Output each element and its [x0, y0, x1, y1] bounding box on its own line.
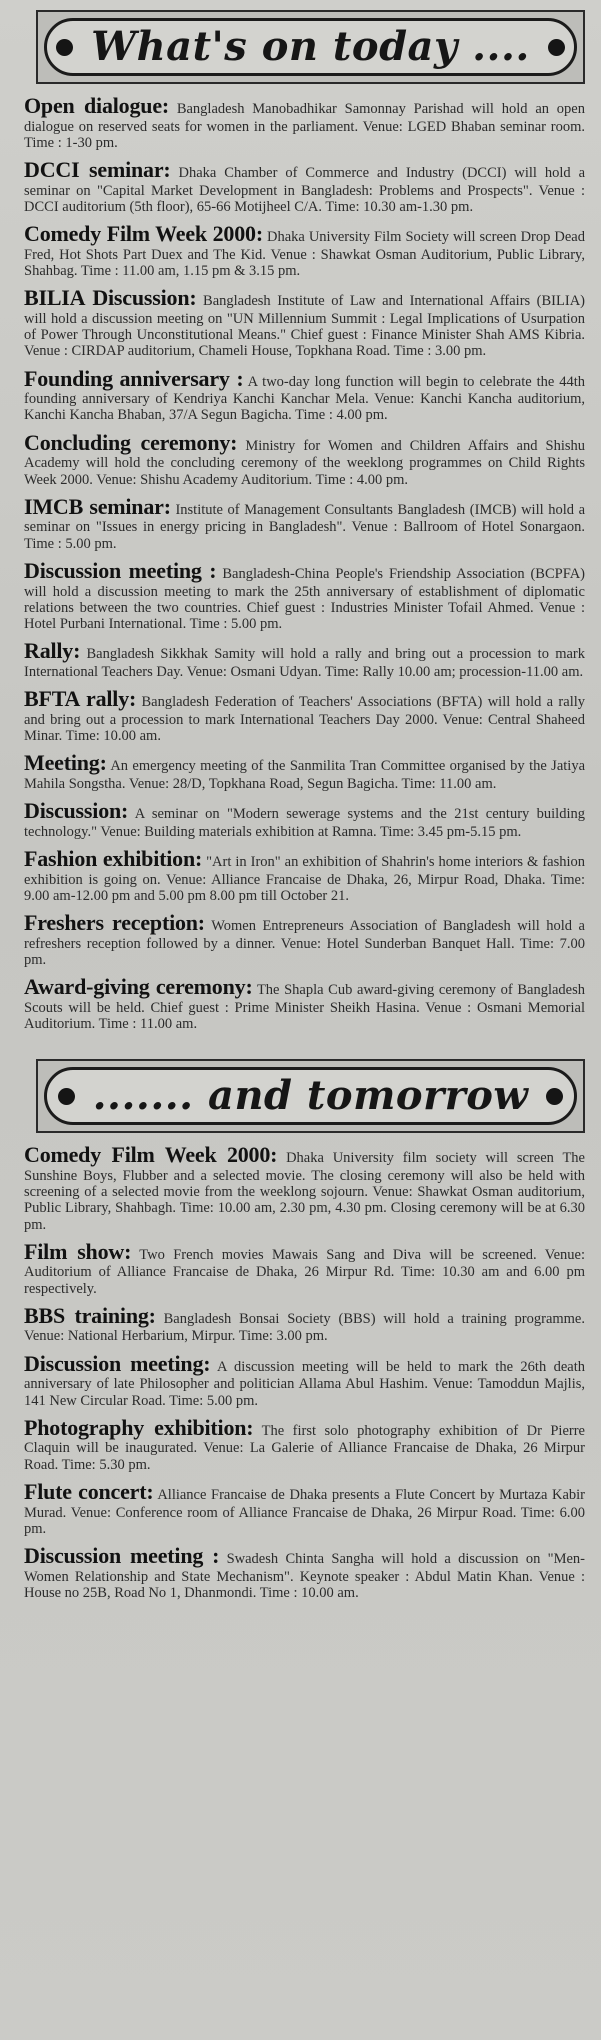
- listing-body: Bangladesh Manobadhikar Samonnay Parishad will hold an open dialogue on reserved seats for women in the parliament. Venue: LGED Bhaban seminar room. Time : 1-30 pm.: [24, 101, 585, 151]
- listing-heading: Rally:: [24, 638, 81, 664]
- listing-body: Bangladesh Federation of Teachers' Associations (BFTA) will hold a rally and bring out a procession to mark International Teachers Day 2000. Venue: Central Shaheed Minar. Time: 10.00 am.: [24, 694, 586, 744]
- listing-item: [24, 911, 585, 968]
- listing-item: [24, 975, 585, 1032]
- listing-heading: Meeting:: [24, 750, 107, 776]
- listing-item: [24, 431, 585, 488]
- bullet-right-icon: [548, 39, 565, 56]
- listing-body: A two-day long function will begin to celebrate the 44th founding anniversary of Kendriya Kanchi Kanchar Mela. Venue: Kanchi Kancha auditorium, Kanchi Kancha Bhaban, 37/A Segun Bagicha. Time : 4.00 pm.: [24, 373, 585, 424]
- listing-body: The Shapla Cub award-giving ceremony of Bangladesh Scouts will be held. Chief guest : Prime Minister Sheikh Hasina. Venue : Osmani Memorial Auditorium. Time : 11.00 am.: [24, 982, 585, 1032]
- listing-body: Dhaka Chamber of Commerce and Industry (DCCI) will hold a seminar on "Capital Market Development in Bangladesh: Problems and Prospects". Venue : DCCI auditorium (5th floor), 65-66 Motijheel C/A. Time: 10.30 am-1.30 pm.: [24, 165, 586, 215]
- listing-heading: Open dialogue:: [24, 93, 170, 118]
- listing-body: Swadesh Chinta Sangha will hold a discussion on "Men-Women Relationship and State Mechanism". Keynote speaker : Abdul Matin Khan. Venue : House no 25B, Road No 1, Dhanmondi. Time : 10.00 am.: [24, 1550, 585, 1601]
- listing-item: [24, 94, 585, 151]
- section-divider: [24, 1039, 585, 1059]
- listing-item: [24, 1480, 585, 1537]
- listing-item: [24, 1352, 585, 1409]
- listing-item: [24, 687, 585, 744]
- listing-body: Institute of Management Consultants Bangladesh (IMCB) will hold a seminar on "Issues in energy pricing in Bangladesh". Venue : Ballroom of Hotel Sonargaon. Time : 5.00 pm.: [24, 501, 586, 552]
- bullet-left-icon: [58, 1088, 75, 1105]
- listing-item: [24, 1304, 585, 1345]
- bullet-left-icon: [56, 39, 73, 56]
- listing-item: [24, 1416, 585, 1473]
- listing-body: A seminar on "Modern sewerage systems and the 21st century building technology." Venue: Building materials exhibition at Ramna. Time: 3.45 pm-5.15 pm.: [24, 806, 585, 840]
- tomorrow-banner-frame: [44, 1067, 577, 1125]
- listing-body: Two French movies Mawais Sang and Diva will be screened. Venue: Auditorium of Alliance Francaise de Dhaka, 26 Mirpur Rd. Time: 10.30 am and 6.00 pm respectively.: [24, 1246, 585, 1297]
- listing-body: "Art in Iron" an exhibition of Shahrin's home interiors & fashion exhibition is going on. Venue: Alliance Francaise de Dhaka, 26, Mirpur Road, Dhaka. Time: 9.00 am-12.00 pm and 5.00 pm 8.00 pm till October 21.: [24, 853, 586, 904]
- listing-item: [24, 847, 585, 904]
- listing-body: Dhaka University Film Society will screen Drop Dead Fred, Hot Shots Part Duex and The Kid. Venue : Shawkat Osman Auditorium, Public Library, Shahbag. Time : 11.00 am, 1.15 pm & 3.15 pm.: [24, 229, 585, 280]
- tomorrow-banner: [36, 1059, 585, 1133]
- listing-body: Bangladesh Bonsai Society (BBS) will hold a training programme. Venue: National Herbarium, Mirpur. Time: 3.00 pm.: [24, 1310, 585, 1345]
- listing-body: Women Entrepreneurs Association of Bangladesh will hold a refreshers reception followed by a dinner. Venue: Hotel Sunderban Banquet Hall. Time: 7.00 pm.: [24, 917, 585, 968]
- listing-item: [24, 559, 585, 632]
- listing-heading: Fashion exhibition:: [24, 845, 203, 871]
- listing-item: [24, 639, 585, 680]
- listing-heading: BILIA Discussion:: [24, 285, 197, 311]
- bullet-right-icon: [546, 1088, 563, 1105]
- listing-heading: BFTA rally:: [24, 686, 137, 712]
- listing-item: [24, 367, 585, 424]
- today-banner-frame: [44, 18, 577, 76]
- listing-heading: Discussion:: [24, 798, 129, 824]
- listing-heading: Discussion meeting:: [24, 1350, 211, 1376]
- listing-body: Alliance Francaise de Dhaka presents a Flute Concert by Murtaza Kabir Murad. Venue: Conference room of Alliance Francaise de Dhaka, 26 Mirpur Road. Time: 6.00 pm.: [24, 1486, 585, 1537]
- listing-heading: Photography exhibition:: [24, 1414, 254, 1440]
- listing-item: [24, 495, 585, 552]
- today-title: What's on today ....: [91, 23, 530, 70]
- tomorrow-listings: [24, 1143, 585, 1601]
- listing-item: [24, 286, 585, 359]
- listing-item: [24, 799, 585, 840]
- listing-heading: Discussion meeting :: [24, 1542, 220, 1568]
- listing-item: [24, 158, 585, 215]
- tomorrow-title: ....... and tomorrow: [92, 1072, 529, 1120]
- listing-body: Bangladesh Institute of Law and International Affairs (BILIA) will hold a discussion meeting on "UN Millennium Summit : Legal Implications of Usurpation of Power Through Unconstitutional Means." Chief guest : Finance Minister Shah AMS Kibria. Venue : CIRDAP auditorium, Chameli House, Topkhana Road. Time : 3.00 pm.: [24, 293, 585, 360]
- listing-item: [24, 1240, 585, 1297]
- listing-item: [24, 1544, 585, 1601]
- listing-body: A discussion meeting will be held to mark the 26th death anniversary of late Philosopher and politician Allama Abul Hashim. Venue: Tamoddun Majlis, 141 New Circular Road. Time: 5.00 pm.: [24, 1358, 585, 1409]
- listing-body: Bangladesh-China People's Friendship Association (BCPFA) will hold a discussion meeting to mark the 25th anniversary of establishment of diplomatic relations between the two countries. Chief guest : Industries Minister Tofail Ahmed. Venue : Hotel Purbani International. Time : 5.00 pm.: [24, 565, 585, 632]
- listing-heading: IMCB seminar:: [24, 493, 171, 519]
- today-listings: [24, 94, 585, 1032]
- listing-heading: Discussion meeting :: [24, 557, 217, 583]
- listing-heading: BBS training:: [24, 1302, 156, 1328]
- listing-heading: Concluding ceremony:: [24, 429, 238, 455]
- listing-body: An emergency meeting of the Sanmilita Tran Committee organised by the Jatiya Mahila Songstha. Venue: 28/D, Topkhana Road, Segun Bagicha. Time: 11.00 am.: [24, 758, 586, 792]
- listing-heading: Freshers reception:: [24, 909, 205, 935]
- listing-heading: Comedy Film Week 2000:: [24, 1142, 278, 1168]
- listing-body: The first solo photography exhibition of Dr Pierre Claquin will be inaugurated. Venue: La Galerie of Alliance Francaise de Dhaka, 26 Mirpur Road. Time: 5.30 pm.: [24, 1422, 585, 1473]
- listing-heading: Comedy Film Week 2000:: [24, 221, 263, 247]
- listing-heading: Founding anniversary :: [24, 365, 244, 391]
- listing-item: [24, 222, 585, 279]
- listing-heading: DCCI seminar:: [24, 157, 171, 183]
- listing-body: Dhaka University film society will screen The Sunshine Boys, Flubber and a selected movie. The closing ceremony will also be held with screening of a selected movie from the weeklong sojourn. Venue: Shawkat Osman auditorium, Public Library, Shahbagh. Time: 10.00 am, 2.30 pm, 4.30 pm. Closing ceremony will be at 6.30 pm.: [24, 1150, 585, 1233]
- today-banner: [36, 10, 585, 84]
- listing-heading: Flute concert:: [24, 1478, 154, 1504]
- listing-item: [24, 1143, 585, 1233]
- listing-body: Ministry for Women and Children Affairs and Shishu Academy will hold the concluding ceremony of the weeklong programmes on Child Rights Week 2000. Venue: Shishu Academy Auditorium. Time : 4.00 pm.: [24, 437, 586, 488]
- listing-heading: Film show:: [24, 1238, 132, 1264]
- listing-heading: Award-giving ceremony:: [24, 974, 253, 1000]
- listing-item: [24, 751, 585, 792]
- listing-body: Bangladesh Sikkhak Samity will hold a rally and bring out a procession to mark International Teachers Day. Venue: Osmani Udyan. Time: Rally 10.00 am; procession-11.00 am.: [24, 646, 586, 680]
